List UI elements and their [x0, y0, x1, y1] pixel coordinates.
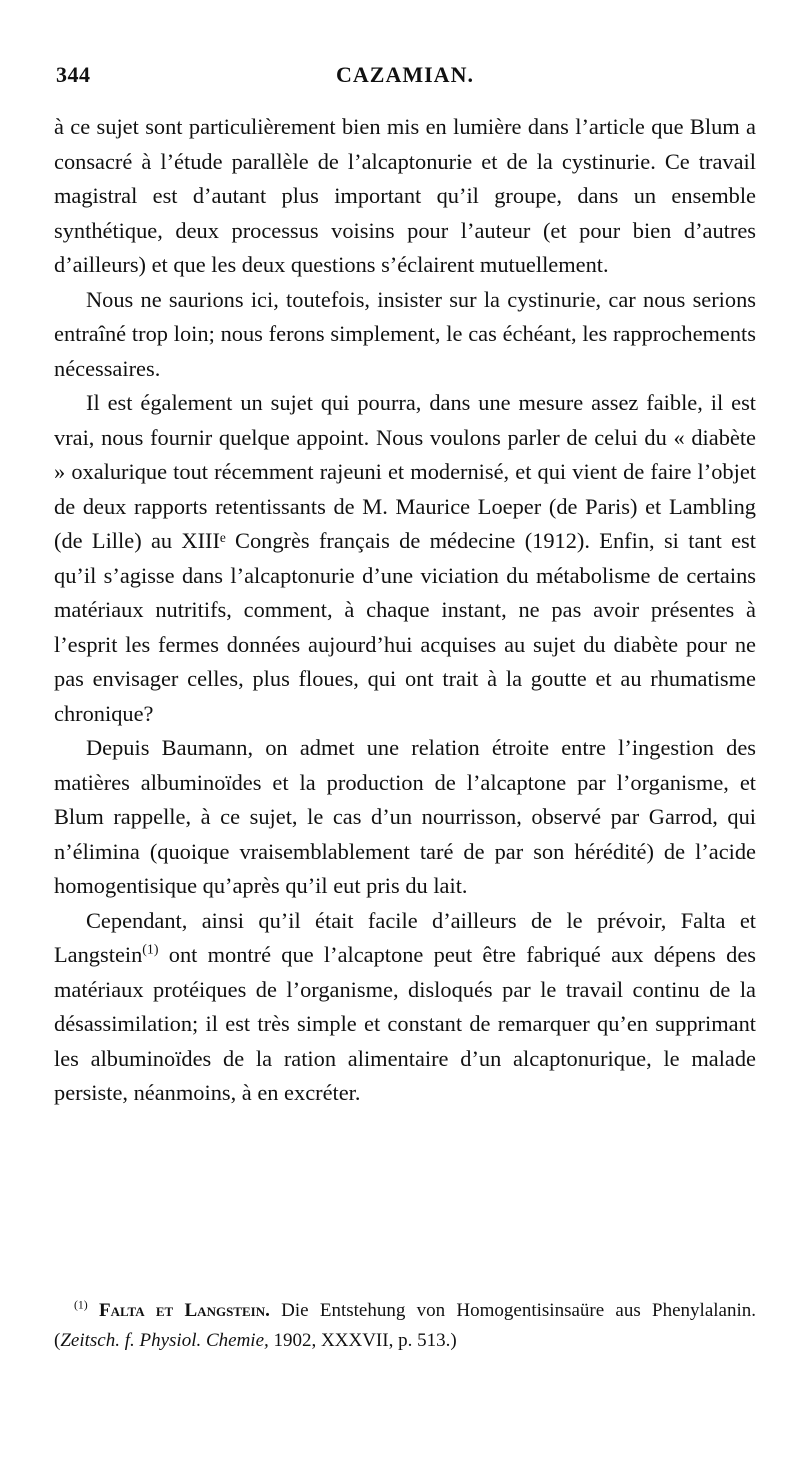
footnote-marker: (1)	[74, 1298, 88, 1312]
paragraph-5-text-a: Cependant, ainsi qu’il était facile d’ailleurs de le prévoir, Falta et Langstein	[54, 907, 756, 967]
footnote-title: Die Entstehung von Homogentisinsaüre aus Phenylalanin. (	[54, 1300, 756, 1351]
footnote-text	[54, 1296, 756, 1356]
paragraph-2: Nous ne saurions ici, toutefois, insister sur la cystinurie, car nous serions entraîné trop loin; nous ferons simplement, le cas échéant, les rapprochements nécessaires.	[54, 286, 756, 381]
page-header	[56, 62, 754, 92]
paragraph-4: Depuis Baumann, on admet une relation étroite entre l’ingestion des matières albuminoïdes et la production de l’alcaptone par l’organisme, et Blum rappelle, à ce sujet, le cas d’un nourrisson, observé par Garrod, qui n’élimina (quoique vraisemblablement taré de par son hérédité) de l’acide homogentisique qu’après qu’il eut pris du lait.	[54, 735, 756, 898]
footnote-citation: 1902, XXXVII, p. 513.)	[268, 1330, 457, 1351]
footnote-journal: Zeitsch. f. Physiol. Chemie,	[60, 1330, 269, 1351]
running-head: CAZAMIAN.	[336, 62, 474, 87]
paragraph-3: Il est également un sujet qui pourra, dans une mesure assez faible, il est vrai, nous fournir quelque appoint. Nous voulons parler de celui du « diabète » oxalurique tout récemment rajeuni et modernisé, et qui vient de faire l’objet de deux rapports retentissants de M. Maurice Loeper (de Paris) et Lambling (de Lille) au XIIIᵉ Congrès français de médecine (1912). Enfin, si tant est qu’il s’agisse dans l’alcaptonurie d’une viciation du métabolisme de certains matériaux nutritifs, comment, à chaque instant, ne pas avoir présentes à l’esprit les fermes données aujourd’hui acquises au sujet du diabète pour ne pas envisager celles, plus floues, qui ont trait à la goutte et au rhumatisme chronique?	[54, 390, 756, 726]
footnote	[54, 1296, 756, 1356]
body-text	[54, 110, 756, 1111]
paragraph-5	[54, 904, 756, 1111]
footnote-authors: Falta et Langstein.	[99, 1300, 270, 1321]
paragraph-1: à ce sujet sont particulièrement bien mis en lumière dans l’article que Blum a consacré à l’étude parallèle de l’alcaptonurie et de la cystinurie. Ce travail magistral est d’autant plus important qu’il groupe, dans un ensemble synthétique, deux processus voisins pour l’auteur (et pour bien d’autres d’ailleurs) et que les deux questions s’éclairent mutuellement.	[54, 114, 756, 277]
page-number: 344	[56, 62, 91, 87]
paragraph-5-text-b: ont montré que l’alcaptone peut être fabriqué aux dépens des matériaux protéiques de l’organisme, disloqués par le travail continu de la désassimilation; il est très simple et constant de remarquer qu’en supprimant les albuminoïdes de la ration alimentaire d’un alcaptonurique, le malade persiste, néanmoins, à en excréter.	[54, 942, 756, 1105]
footnote-reference: (1)	[142, 942, 159, 958]
